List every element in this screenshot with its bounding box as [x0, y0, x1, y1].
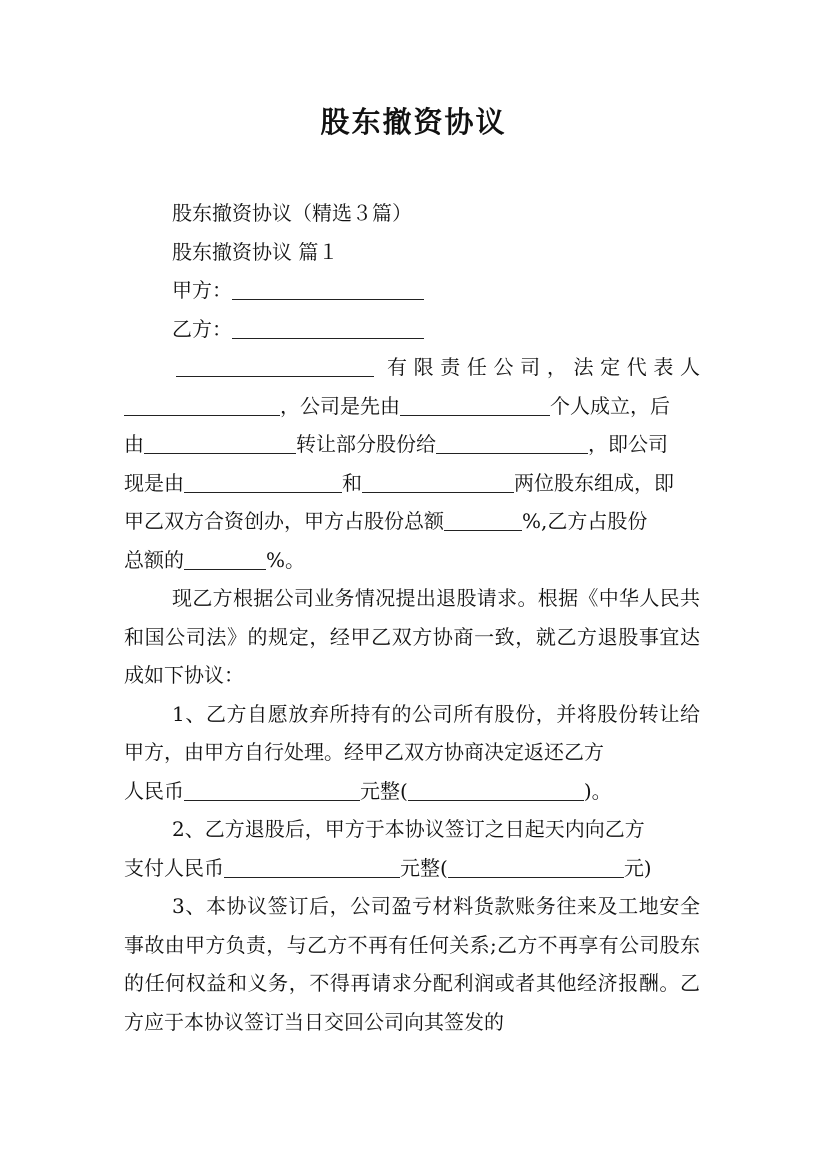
payment-amount-blank [224, 855, 400, 878]
paragraph-1-line-4 [124, 464, 700, 503]
shareholder-1-blank [184, 470, 342, 493]
party-a-share-blank [444, 508, 522, 531]
clause-1-amount-line [124, 772, 700, 811]
refund-amount-blank [184, 778, 360, 801]
paragraph-1-text: 现是由 [124, 470, 184, 495]
paragraph-1-text: 总额的 [124, 547, 184, 572]
paragraph-1-text: ，即公司 [588, 432, 668, 456]
clause-2-text: 2、乙方退股后，甲方于本协议签订之日起天内向乙方 [172, 817, 645, 841]
document-body [124, 194, 700, 1041]
party-b-share-blank [184, 547, 266, 570]
paragraph-2: 现乙方根据公司业务情况提出退股请求。根据《中华人民共和国公司法》的规定，经甲乙双方协商一致，就乙方退股事宜达成如下协议： [124, 586, 700, 687]
party-a-line [124, 271, 700, 310]
clause-2-text: 元) [623, 855, 652, 880]
paragraph-1-text: 有限责任公司，法定代表人 [387, 355, 701, 379]
clause-1-text: 元整( [360, 778, 408, 803]
clause-3-text: 3、本协议签订后，公司盈亏材料货款账务往来及工地安全事故由甲方负责，与乙方不再有任何关系;乙方不再享有公司股东的任何权益和义务，不得再请求分配利润或者其他经济报酬。乙方应于本协议签订当日交回公司向其签发的 [124, 894, 700, 1034]
paragraph-1-text: 两位股东组成，即 [514, 470, 674, 495]
document-title: 股东撤资协议 [320, 105, 507, 139]
paragraph-1-text: 个人成立，后 [550, 393, 670, 418]
paragraph-1-text: %,乙方占股份 [522, 509, 648, 533]
party-b-line [124, 310, 700, 349]
paragraph-1-text: 甲乙双方合资创办，甲方占股份总额 [124, 509, 444, 533]
paragraph-1-line-2 [124, 387, 700, 426]
paragraph-1-text: %。 [266, 547, 306, 572]
paragraph-1-text: 转让部分股份给 [296, 432, 436, 456]
clause-1-text: 人民币 [124, 778, 184, 803]
transferor-blank [144, 431, 296, 454]
paragraph-1-line-6 [124, 541, 700, 580]
founder-blank [400, 393, 550, 416]
clause-1-text: )。 [583, 778, 612, 803]
clause-2-text: 支付人民币 [124, 855, 224, 880]
paragraph-1-text: 和 [342, 470, 362, 495]
clause-1-text: 1、乙方自愿放弃所持有的公司所有股份，并将股份转让给甲方，由甲方自行处理。经甲乙双方协商决定返还乙方 [124, 701, 700, 764]
subtitle-line: 股东撤资协议（精选３篇） [172, 201, 412, 225]
paragraph-1-text: 由 [124, 432, 144, 456]
paragraph-1-text: ，公司是先由 [280, 393, 400, 418]
refund-amount-words-blank [408, 778, 584, 801]
party-b-label: 乙方： [172, 316, 232, 341]
shareholder-2-blank [362, 470, 514, 493]
transferee-blank [436, 431, 588, 454]
clause-2-amount-line [124, 849, 700, 888]
legal-rep-blank [124, 393, 280, 416]
paragraph-1-line-3 [124, 425, 700, 464]
party-a-blank [232, 277, 424, 300]
chapter-heading: 股东撤资协议 篇１ [172, 239, 339, 264]
payment-amount-words-blank [448, 855, 624, 878]
clause-2-text: 元整( [400, 855, 448, 880]
paragraph-1-line-1 [124, 348, 700, 387]
company-name-blank [176, 354, 374, 377]
party-a-label: 甲方： [172, 278, 232, 302]
paragraph-1-line-5 [124, 502, 700, 541]
party-b-blank [232, 316, 424, 339]
